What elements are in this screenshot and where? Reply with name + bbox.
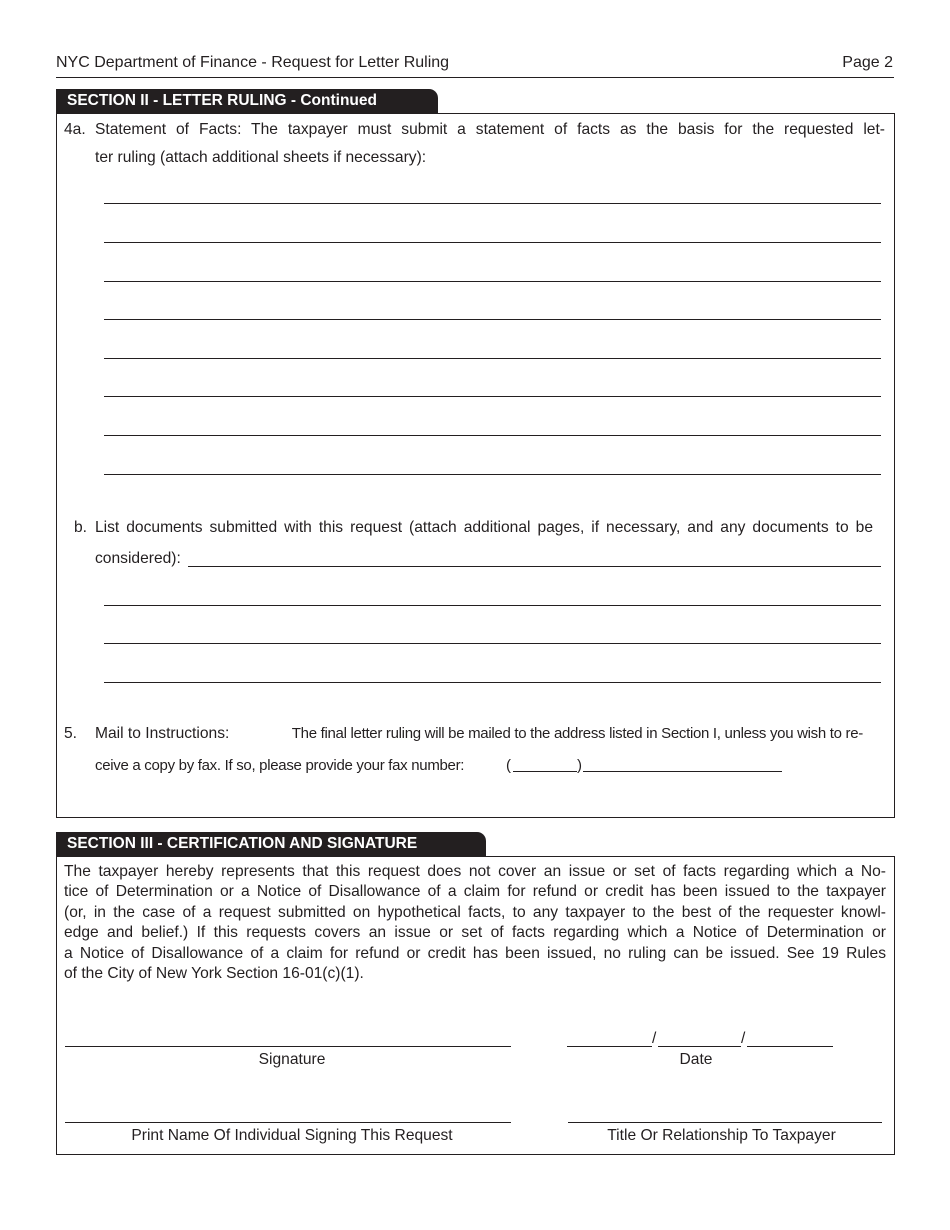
date-label: Date [679, 1051, 713, 1068]
date-month-field[interactable] [567, 1046, 652, 1047]
date-separator-2: / [741, 1030, 746, 1047]
page-number: Page 2 [842, 54, 893, 71]
documents-line-3[interactable] [104, 643, 881, 644]
date-day-field[interactable] [658, 1046, 741, 1047]
facts-line-6[interactable] [104, 396, 881, 397]
facts-line-7[interactable] [104, 435, 881, 436]
documents-line-4[interactable] [104, 682, 881, 683]
question-4b-text-line1: List documents submitted with this request (attach additional pages, if necessary, and any documents to be [95, 519, 873, 536]
mail-to-text-line1: The final letter ruling will be mailed to the address listed in Section I, unless you wish to re- [291, 725, 863, 742]
fax-area-code-field[interactable] [513, 771, 577, 772]
question-5-line1 [95, 720, 863, 748]
facts-line-8[interactable] [104, 474, 881, 475]
signature-label: Signature [258, 1051, 326, 1068]
mail-to-label: Mail to Instructions: [95, 725, 230, 742]
facts-line-2[interactable] [104, 242, 881, 243]
print-name-label: Print Name Of Individual Signing This Request [131, 1127, 453, 1144]
title-relationship-field[interactable] [568, 1122, 882, 1123]
fax-number-field[interactable] [583, 771, 782, 772]
certification-line-6: of the City of New York Section 16-01(c)(1). [64, 965, 364, 983]
question-4a-number: 4a. [64, 121, 86, 138]
question-4a-text-line1: Statement of Facts: The taxpayer must submit a statement of facts as the basis for the requested let- [95, 121, 885, 138]
certification-line-5: a Notice of Disallowance of a claim for refund or credit has been issued, no ruling can be issued. See 19 Rules [64, 944, 886, 962]
certification-text [64, 862, 886, 984]
question-4b-number: b. [74, 519, 88, 536]
date-separator-1: / [652, 1030, 657, 1047]
facts-line-5[interactable] [104, 358, 881, 359]
facts-line-3[interactable] [104, 281, 881, 282]
documents-line-1[interactable] [188, 566, 881, 567]
section-3-tab: SECTION III - CERTIFICATION AND SIGNATURE [56, 832, 486, 856]
certification-line-3: (or, in the case of a request submitted on hypothetical facts, to any taxpayer to the best of the requester knowl- [64, 903, 886, 921]
fax-open-paren: ( [506, 757, 511, 774]
certification-line-4: edge and belief.) If this requests covers an issue or set of facts regarding which a Notice of Determination or [64, 924, 886, 942]
question-4a-text-line2: ter ruling (attach additional sheets if necessary): [95, 149, 427, 166]
print-name-field[interactable] [65, 1122, 511, 1123]
documents-line-2[interactable] [104, 605, 881, 606]
certification-line-2: tice of Determination or a Notice of Disallowance of a claim for refund or credit has been issued to the taxpayer [64, 883, 886, 901]
section-2-box [56, 113, 895, 818]
question-4b-text-line2: considered): [95, 550, 181, 567]
signature-field[interactable] [65, 1046, 511, 1047]
section-2-tab: SECTION II - LETTER RULING - Continued [56, 89, 438, 113]
facts-line-1[interactable] [104, 203, 881, 204]
certification-line-1: The taxpayer hereby represents that this request does not cover an issue or set of facts regarding which a No- [64, 863, 886, 880]
mail-to-text-line2: ceive a copy by fax. If so, please provide your fax number: [95, 757, 465, 774]
fax-close-paren: ) [577, 757, 582, 774]
title-relationship-label: Title Or Relationship To Taxpayer [607, 1127, 836, 1144]
question-5-number: 5. [64, 725, 78, 742]
facts-line-4[interactable] [104, 319, 881, 320]
header-divider [56, 77, 894, 78]
page-header-title: NYC Department of Finance - Request for Letter Ruling [56, 54, 450, 71]
date-year-field[interactable] [747, 1046, 833, 1047]
